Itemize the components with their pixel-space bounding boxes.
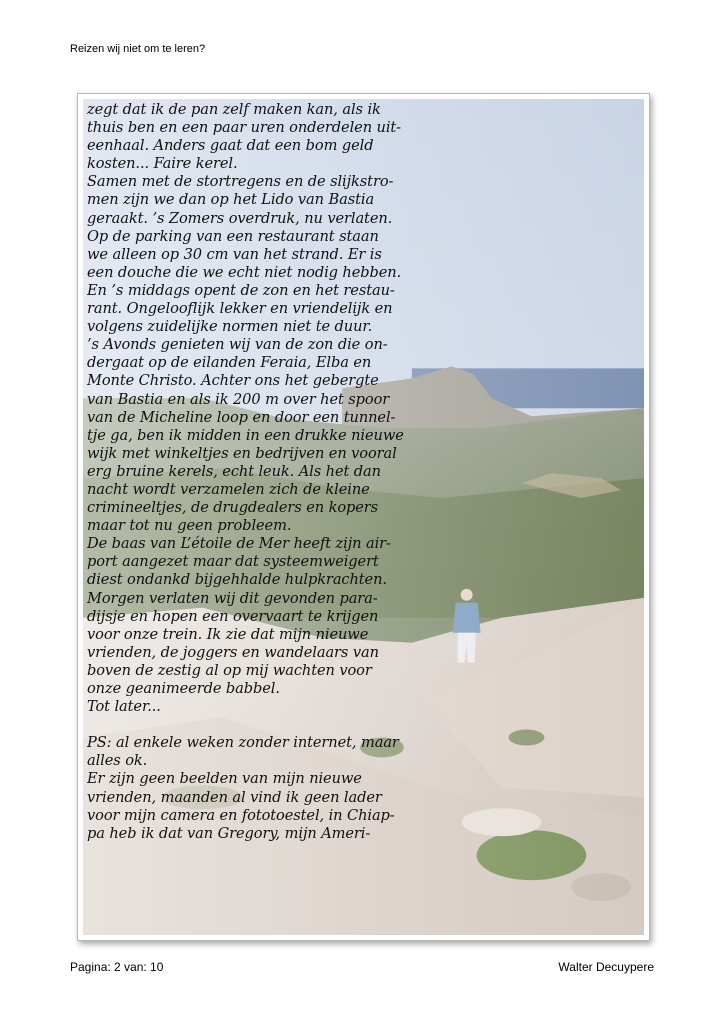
page-header-title: Reizen wij niet om te leren?	[70, 43, 206, 55]
text-line: rant. Ongelooflijk lekker en vriendelijk en	[87, 300, 393, 318]
text-line: Tot later...	[87, 698, 161, 716]
photo-frame	[77, 93, 650, 941]
text-line: men zijn we dan op het Lido van Bastia	[87, 191, 375, 209]
text-line: wijk met winkeltjes en bedrijven en vooral	[87, 444, 397, 462]
text-line	[87, 716, 437, 734]
text-line: ’s Avonds genieten wij van de zon die on-	[87, 336, 388, 354]
text-line: boven de zestig al op mij wachten voor	[87, 661, 372, 679]
text-line: En ’s middags opent de zon en het restau-	[87, 281, 395, 299]
text-line: eenhaal. Anders gaat dat een bom geld	[87, 137, 374, 155]
text-line: voor onze trein. Ik zie dat mijn nieuwe	[87, 625, 369, 643]
text-line: PS: al enkele weken zonder internet, maar	[87, 734, 399, 752]
text-line: tje ga, ben ik midden in een drukke nieuwe	[87, 426, 404, 444]
text-line: vrienden, maanden al vind ik geen lader	[87, 788, 382, 806]
text-line: alles ok.	[87, 752, 148, 770]
text-line: kosten... Faire kerel.	[87, 155, 238, 173]
text-line: voor mijn camera en fototoestel, in Chiap-	[87, 806, 395, 824]
text-line: zegt dat ik de pan zelf maken kan, als ik	[87, 101, 381, 118]
text-line: maar tot nu geen probleem.	[87, 517, 292, 535]
text-line: thuis ben en een paar uren onderdelen uit-	[87, 119, 401, 137]
text-line: erg bruine kerels, echt leuk. Als het dan	[87, 462, 381, 480]
text-line: Op de parking van een restaurant staan	[87, 227, 379, 245]
text-line: van Bastia en als ik 200 m over het spoor	[87, 390, 390, 408]
page-number: Pagina: 2 van: 10	[70, 960, 164, 974]
author-name: Walter Decuypere	[558, 960, 654, 974]
text-line: volgens zuidelijke normen niet te duur.	[87, 318, 373, 336]
text-line: dergaat op de eilanden Feraia, Elba en	[87, 354, 372, 372]
text-line: diest ondankd bijgehhalde hulpkrachten.	[87, 571, 387, 589]
text-line: dijsje en hopen een overvaart te krijgen	[87, 607, 379, 625]
text-line: een douche die we echt niet nodig hebben.	[87, 263, 402, 281]
text-line: geraakt. ’s Zomers overdruk, nu verlaten.	[87, 209, 393, 227]
text-line: De baas van L’étoile de Mer heeft zijn air-	[87, 535, 391, 553]
text-line: we alleen op 30 cm van het strand. Er is	[87, 245, 382, 263]
text-line: port aangezet maar dat systeemweigert	[87, 553, 379, 571]
article-text	[87, 101, 437, 843]
text-line: Er zijn geen beelden van mijn nieuwe	[87, 770, 362, 788]
text-line: onze geanimeerde babbel.	[87, 680, 280, 697]
text-line: van de Micheline loop en door een tunnel-	[87, 408, 396, 426]
text-line: crimineeltjes, de drugdealers en kopers	[87, 499, 379, 517]
text-line: nacht wordt verzamelen zich de kleine	[87, 480, 370, 498]
text-line: pa heb ik dat van Gregory, mijn Ameri-	[87, 824, 371, 842]
text-line: vrienden, de joggers en wandelaars van	[87, 643, 379, 661]
text-line: Morgen verlaten wij dit gevonden para-	[87, 589, 378, 607]
text-line: Monte Christo. Achter ons het gebergte	[87, 372, 379, 390]
text-line: Samen met de stortregens en de slijkstro-	[87, 173, 394, 191]
